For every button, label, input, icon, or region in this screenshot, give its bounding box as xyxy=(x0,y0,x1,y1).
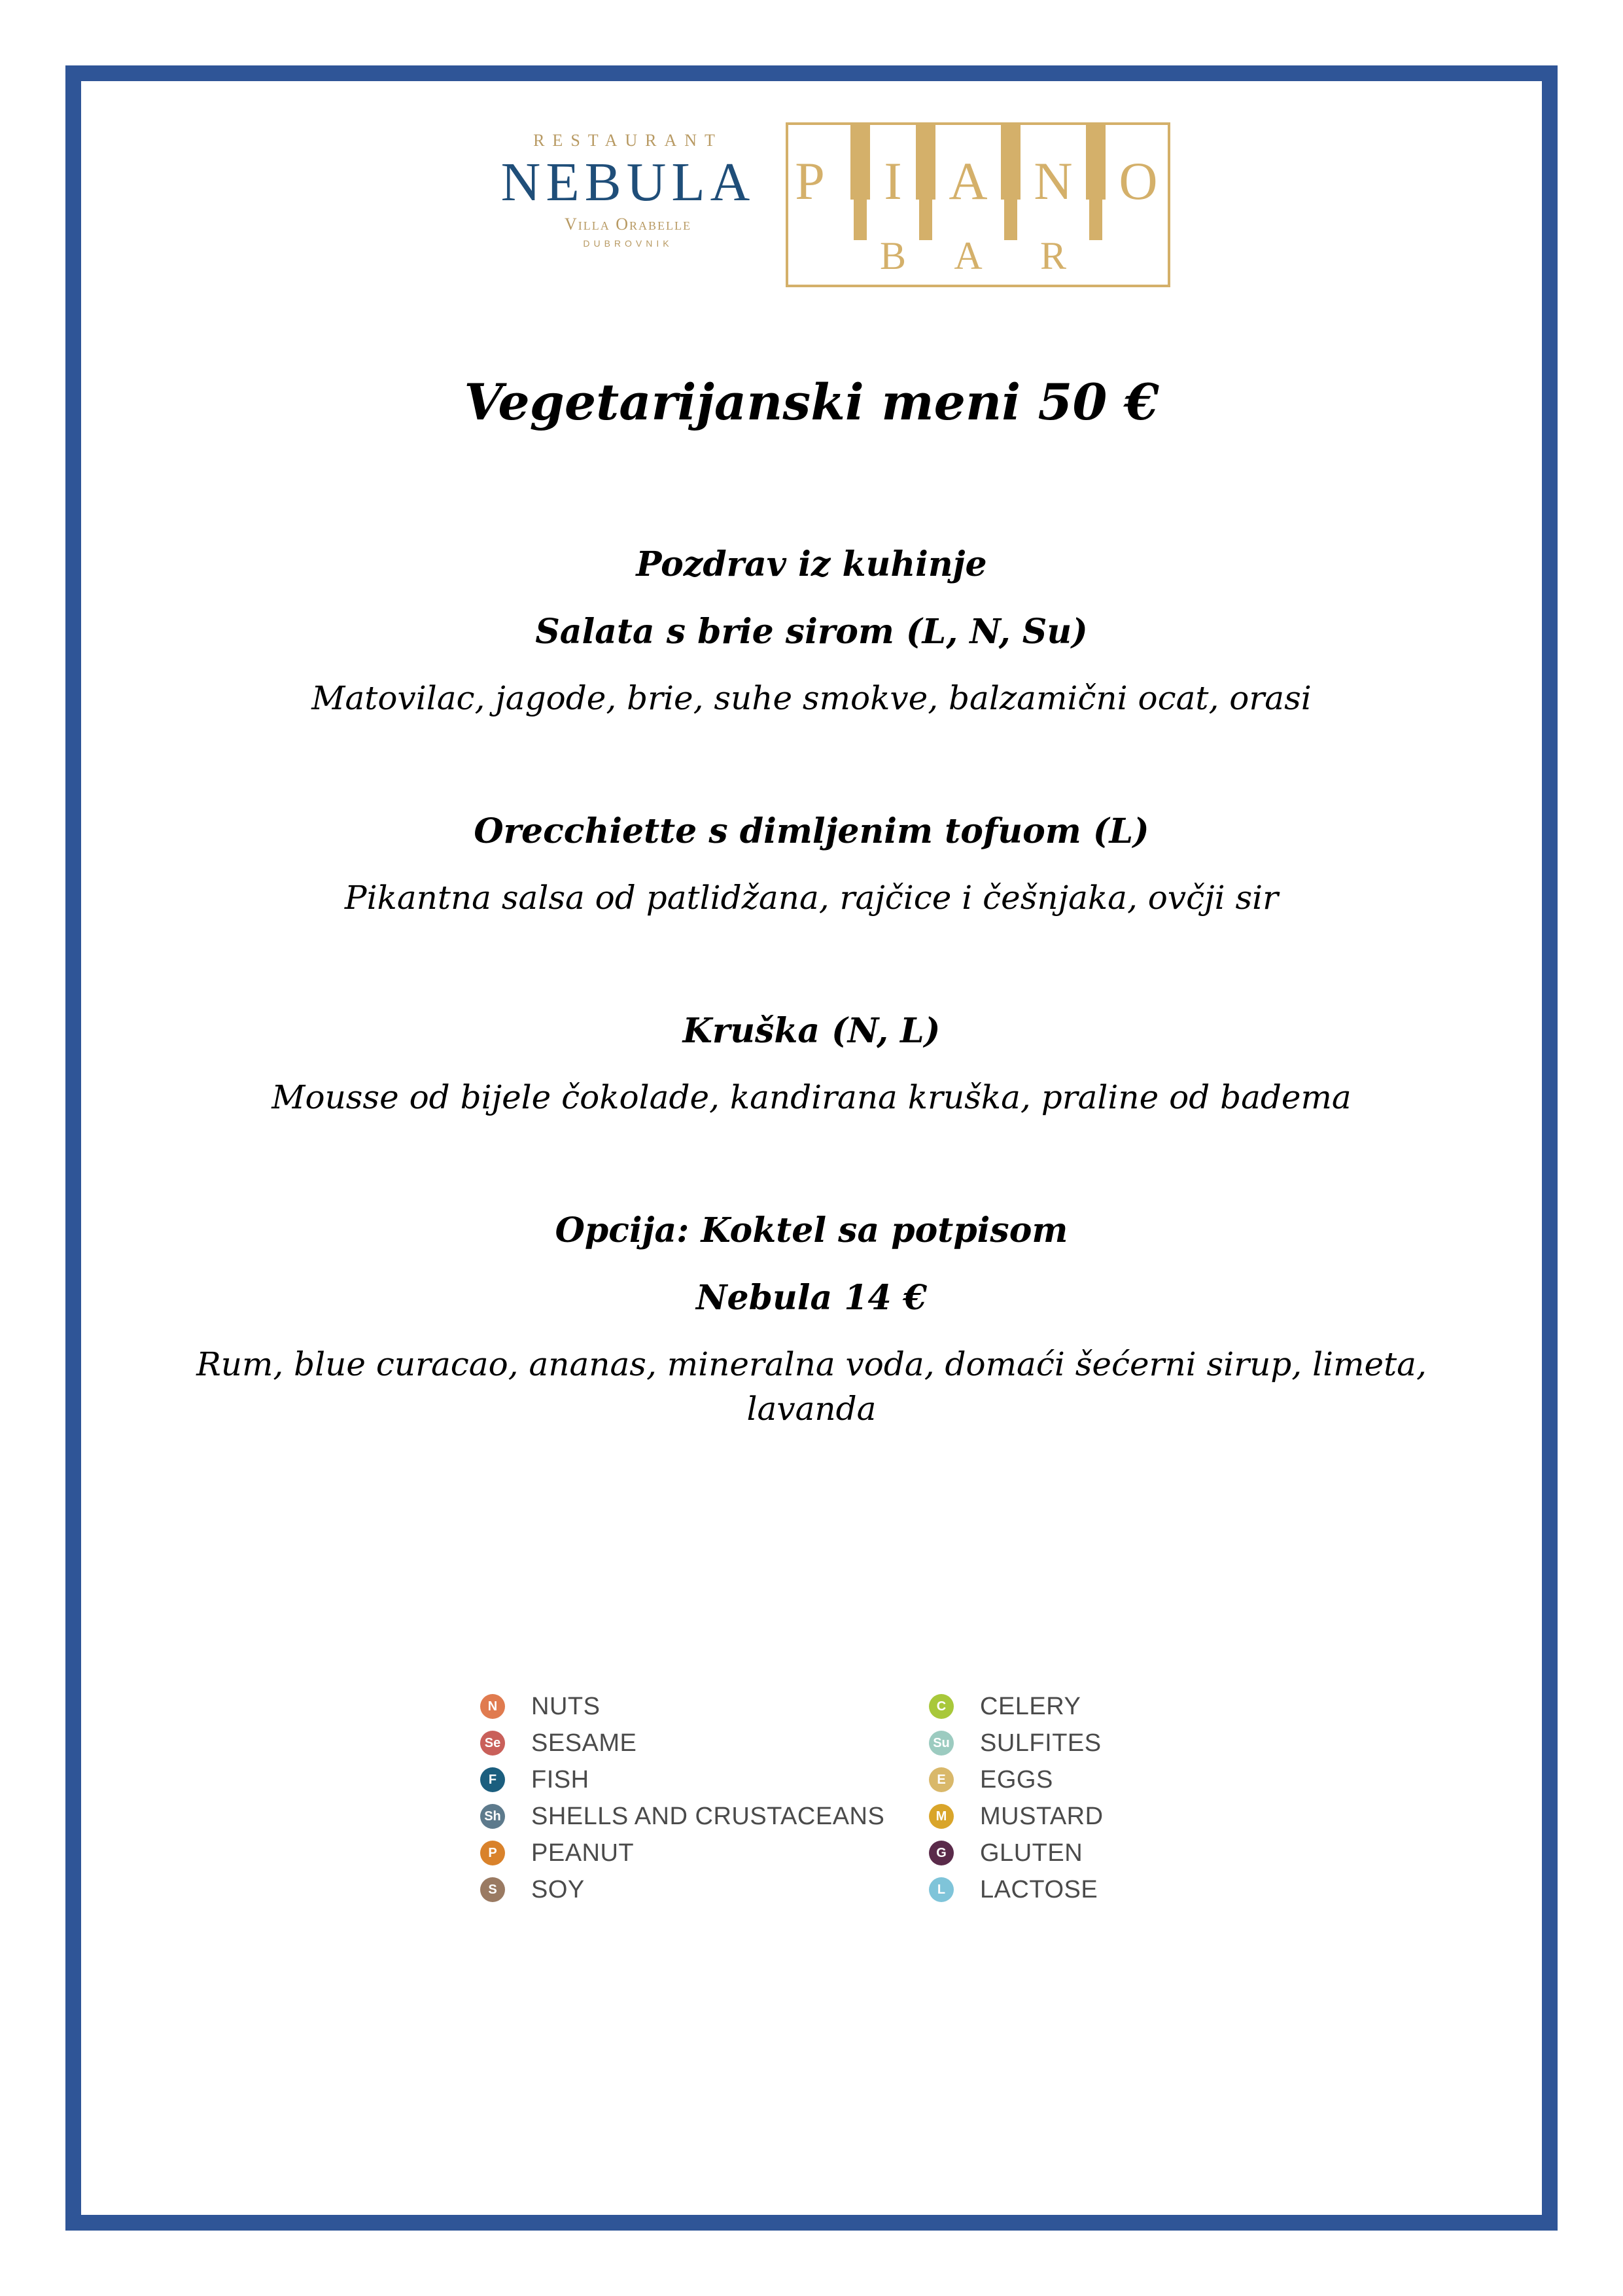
allergen-badge-icon: G xyxy=(929,1841,954,1865)
course-3-description: Mousse od bijele čokolade, kandirana kruška, praline od badema xyxy=(271,1078,1352,1116)
allergen-badge-icon: C xyxy=(929,1694,954,1719)
piano-letter-p: P xyxy=(795,151,825,211)
course-3-name: Kruška (N, L) xyxy=(682,1011,941,1051)
allergen-item xyxy=(480,1871,884,1908)
allergen-item xyxy=(480,1688,884,1725)
greeting-heading: Pozdrav iz kuhinje xyxy=(636,544,987,584)
allergen-item xyxy=(480,1798,884,1835)
menu-title: Vegetarijanski meni 50 € xyxy=(464,373,1159,431)
logo-city-text: DUBROVNIK xyxy=(583,238,673,249)
allergen-item xyxy=(929,1835,1104,1871)
allergen-badge-icon: Sh xyxy=(480,1804,505,1829)
allergen-label: MUSTARD xyxy=(980,1802,1104,1830)
allergen-label: SOY xyxy=(531,1875,585,1903)
allergen-badge-icon: P xyxy=(480,1841,505,1865)
bar-letter-b: B xyxy=(879,234,907,277)
allergen-item xyxy=(929,1761,1104,1798)
allergen-badge-icon: L xyxy=(929,1877,954,1902)
cocktail-name: Nebula 14 € xyxy=(696,1278,927,1318)
option-heading: Opcija: Koktel sa potpisom xyxy=(555,1210,1068,1250)
allergen-badge-icon: F xyxy=(480,1767,505,1792)
allergen-badge-icon: S xyxy=(480,1877,505,1902)
course-1-name: Salata s brie sirom (L, N, Su) xyxy=(535,612,1088,652)
allergen-label: NUTS xyxy=(531,1692,601,1720)
allergen-item xyxy=(480,1835,884,1871)
allergen-item xyxy=(929,1725,1104,1761)
logo-nebula-text: NEBULA xyxy=(500,152,756,213)
allergen-item xyxy=(929,1871,1104,1908)
piano-letter-n: N xyxy=(1034,151,1073,211)
allergen-label: CELERY xyxy=(980,1692,1081,1720)
piano-letter-i: I xyxy=(884,151,902,211)
piano-letter-a: A xyxy=(949,151,988,211)
allergen-item xyxy=(480,1761,884,1798)
piano-bar-logo xyxy=(785,122,1171,288)
bar-letter-a: A xyxy=(954,234,983,277)
course-1-description: Matovilac, jagode, brie, suhe smokve, balzamični ocat, orasi xyxy=(311,679,1312,717)
restaurant-nebula-logo xyxy=(484,131,772,249)
allergen-badge-icon: Se xyxy=(480,1731,505,1756)
bar-letter-r: R xyxy=(1039,234,1067,277)
allergen-item xyxy=(929,1798,1104,1835)
allergen-badge-icon: E xyxy=(929,1767,954,1792)
course-2-name: Orecchiette s dimljenim tofuom (L) xyxy=(474,811,1149,851)
allergen-badge-icon: Su xyxy=(929,1731,954,1756)
logo-restaurant-text: RESTAURANT xyxy=(533,131,723,150)
allergen-item xyxy=(929,1688,1104,1725)
allergen-legend-left xyxy=(480,1688,884,1908)
cocktail-description-line2: lavanda xyxy=(746,1390,877,1428)
allergen-item xyxy=(480,1725,884,1761)
allergen-badge-icon: M xyxy=(929,1804,954,1829)
allergen-label: GLUTEN xyxy=(980,1839,1083,1867)
allergen-label: LACTOSE xyxy=(980,1875,1098,1903)
course-2-description: Pikantna salsa od patlidžana, rajčice i češnjaka, ovčji sir xyxy=(344,879,1279,917)
piano-letter-o: O xyxy=(1119,151,1158,211)
allergen-label: SULFITES xyxy=(980,1729,1102,1757)
allergen-badge-icon: N xyxy=(480,1694,505,1719)
allergen-label: PEANUT xyxy=(531,1839,635,1867)
allergen-label: EGGS xyxy=(980,1765,1053,1793)
allergen-legend-right xyxy=(929,1688,1104,1908)
allergen-label: SHELLS AND CRUSTACEANS xyxy=(531,1802,885,1830)
cocktail-description-line1: Rum, blue curacao, ananas, mineralna voda, domaći šećerni sirup, limeta, xyxy=(196,1345,1427,1383)
allergen-label: SESAME xyxy=(531,1729,637,1757)
logo-villa-text: Villa Orabelle xyxy=(564,215,692,234)
allergen-label: FISH xyxy=(531,1765,589,1793)
